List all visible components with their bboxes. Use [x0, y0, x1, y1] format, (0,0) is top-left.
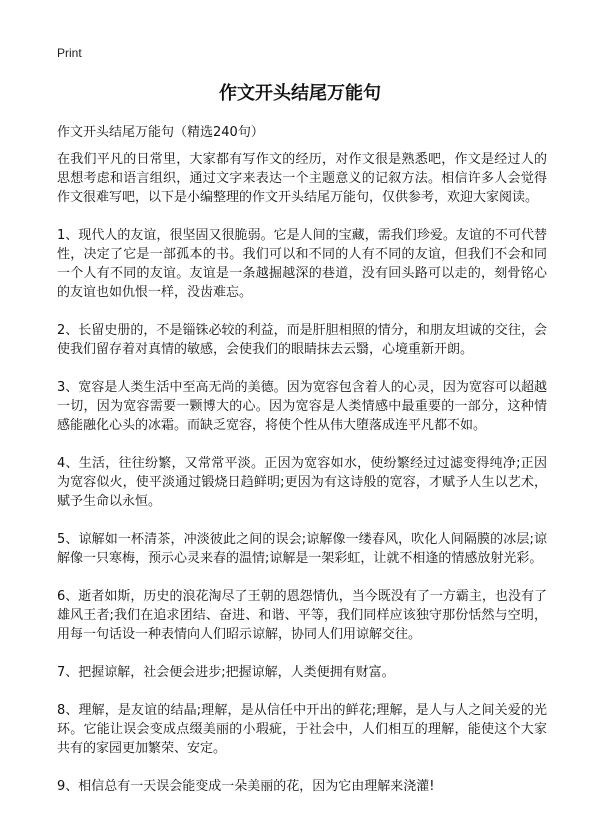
list-item-3: 3、宽容是人类生活中至高无尚的美德。因为宽容包含着人的心灵，因为宽容可以超越一切，因为宽容需要一颗博大的心。因为宽容是人类情感中最重要的一部分，这种情感能融化心头的冰霜。而缺乏宽容，将使个性从伟大堕落成连平凡都不如。: [57, 380, 547, 433]
intro-paragraph: 在我们平凡的日常里，大家都有写作文的经历，对作文很是熟悉吧，作文是经过人的思想考虑和语言组织，通过文字来表达一个主题意义的记叙方法。相信许多人会觉得作文很难写吧，以下是小编整理的作文开头结尾万能句，仅供参考，欢迎大家阅读。: [57, 152, 547, 205]
list-item-8: 8、理解，是友谊的结晶;理解，是从信任中开出的鲜花;理解，是人与人之间关爱的光环。它能让误会变成点缀美丽的小瑕疵，于社会中，人们相互的理解，能使这个大家共有的家园更加繁荣、安定。: [57, 703, 547, 756]
page-title: 作文开头结尾万能句: [219, 83, 381, 104]
list-item-1: 1、现代人的友谊，很坚固又很脆弱。它是人间的宝藏，需我们珍爱。友谊的不可代替性，决定了它是一部孤本的书。我们可以和不同的人有不同的友谊，但我们不会和同一个人有不同的友谊。友谊是一条越掘越深的巷道，没有回头路可以走的，刻骨铭心的友谊也如仇恨一样，没齿难忘。: [57, 228, 547, 300]
list-item-5: 5、谅解如一杯清茶，冲淡彼此之间的误会;谅解像一缕春风，吹化人间隔膜的冰层;谅解像一只寒梅，预示心灵来春的温情;谅解是一架彩虹，让就不相逢的情感放射光彩。: [57, 532, 547, 566]
article-body: [57, 150, 547, 815]
list-item-7: 7、把握谅解，社会便会进步;把握谅解，人类便拥有财富。: [57, 665, 395, 680]
article-subtitle: 作文开头结尾万能句（精选240句）: [57, 125, 264, 140]
print-link[interactable]: Print: [57, 46, 82, 60]
list-item-4: 4、生活，往往纷繁，又常常平淡。正因为宽容如水，使纷繁经过过滤变得纯净;正因为宽容似火，使平淡通过锻烧日趋鲜明;更因为有这诗般的宽容，才赋予人生以艺术，赋予生命以永恒。: [57, 456, 547, 509]
list-item-2: 2、长留史册的，不是锱铢必较的利益，而是肝胆相照的情分，和朋友坦诚的交往，会使我们留存着对真情的敏感，会使我们的眼睛抹去云翳，心境重新开朗。: [57, 323, 547, 357]
list-item-9: 9、相信总有一天误会能变成一朵美丽的花，因为它由理解来浇灌!: [57, 779, 435, 794]
list-item-6: 6、逝者如斯，历史的浪花淘尽了王朝的恩怨情仇，当今既没有了一方霸主，也没有了雄风王者;我们在追求团结、奋进、和谐、平等，我们同样应该独守那份恬然与空明，用每一句话设一种表情向人们昭示谅解，协同人们用谅解交往。: [57, 589, 547, 642]
